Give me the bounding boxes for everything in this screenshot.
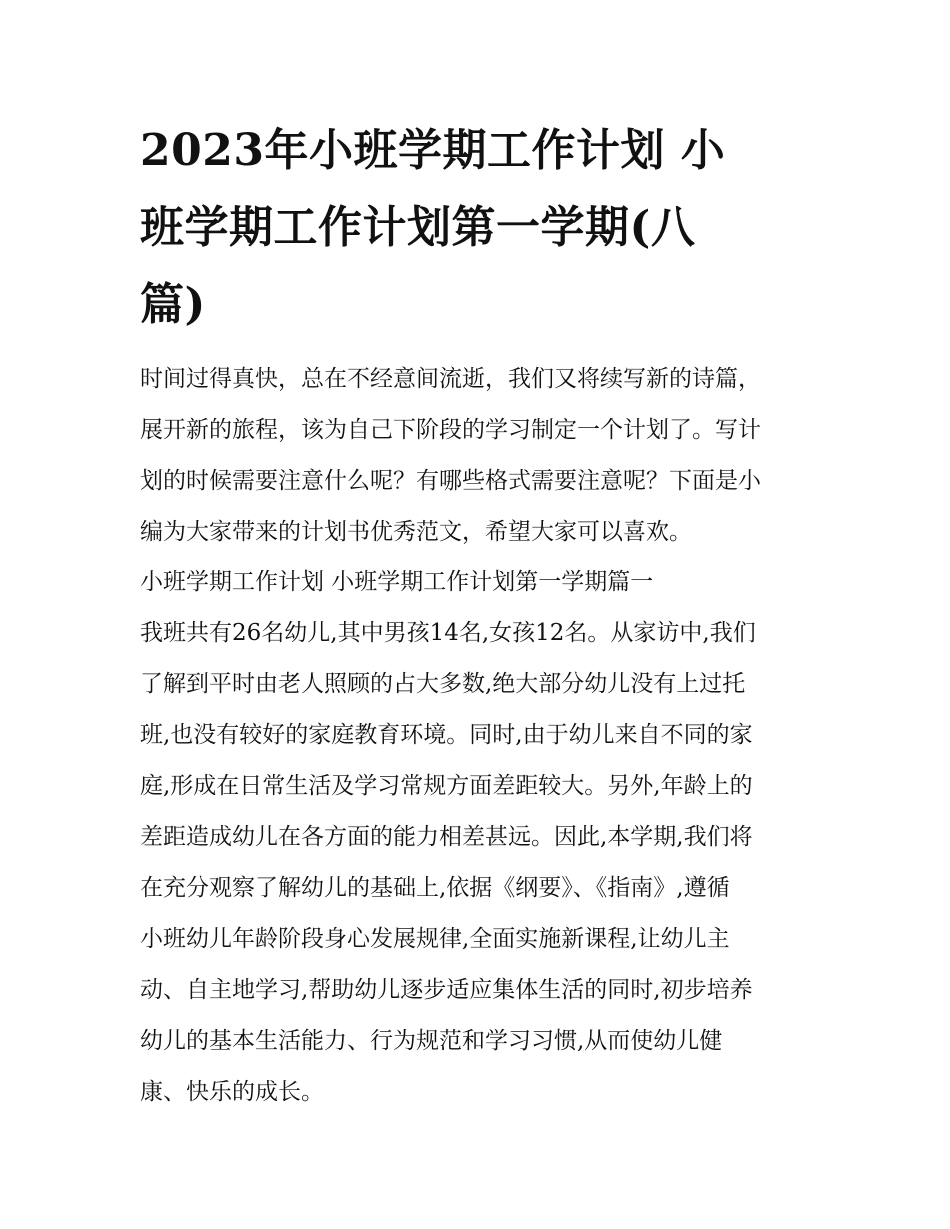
- text-line: 我班共有26名幼儿,其中男孩14名,女孩12名。从家访中,我们: [140, 620, 756, 646]
- section-heading-text: 小班学期工作计划 小班学期工作计划第一学期篇一: [140, 569, 654, 595]
- text-line: 动、自主地学习,帮助幼儿逐步适应集体生活的同时,初步培养: [140, 977, 753, 1003]
- title-line: 篇): [140, 279, 206, 330]
- text-line: 编为大家带来的计划书优秀范文，希望大家可以喜欢。: [140, 519, 692, 545]
- text-line: 幼儿的基本生活能力、行为规范和学习习惯,从而使幼儿健: [140, 1028, 723, 1054]
- text-line: 康、快乐的成长。: [140, 1079, 324, 1105]
- text-line: 庭,形成在日常生活及学习常规方面差距较大。另外,年龄上的: [140, 773, 753, 799]
- intro-paragraph: [140, 354, 820, 558]
- title-line: 班学期工作计划第一学期(八: [140, 202, 696, 253]
- text-line: 差距造成幼儿在各方面的能力相差甚远。因此,本学期,我们将: [140, 824, 753, 850]
- text-line: 班,也没有较好的家庭教育环境。同时,由于幼儿来自不同的家: [140, 722, 753, 748]
- section-heading: [140, 557, 820, 608]
- text-line: 展开新的旅程，该为自己下阶段的学习制定一个计划了。写计: [140, 417, 761, 443]
- text-line: 在充分观察了解幼儿的基础上,依据《纲要》、《指南》,遵循: [140, 875, 730, 901]
- text-line: 小班幼儿年龄阶段身心发展规律,全面实施新课程,让幼儿主: [140, 926, 730, 952]
- body-paragraph: [140, 608, 820, 1118]
- text-line: 划的时候需要注意什么呢？有哪些格式需要注意呢？下面是小: [140, 468, 761, 494]
- title-line: 2023年小班学期工作计划 小: [140, 125, 726, 176]
- text-line: 了解到平时由老人照顾的占大多数,绝大部分幼儿没有上过托: [140, 671, 746, 697]
- document-title: [140, 112, 820, 343]
- text-line: 时间过得真快，总在不经意间流逝，我们又将续写新的诗篇，: [140, 366, 761, 392]
